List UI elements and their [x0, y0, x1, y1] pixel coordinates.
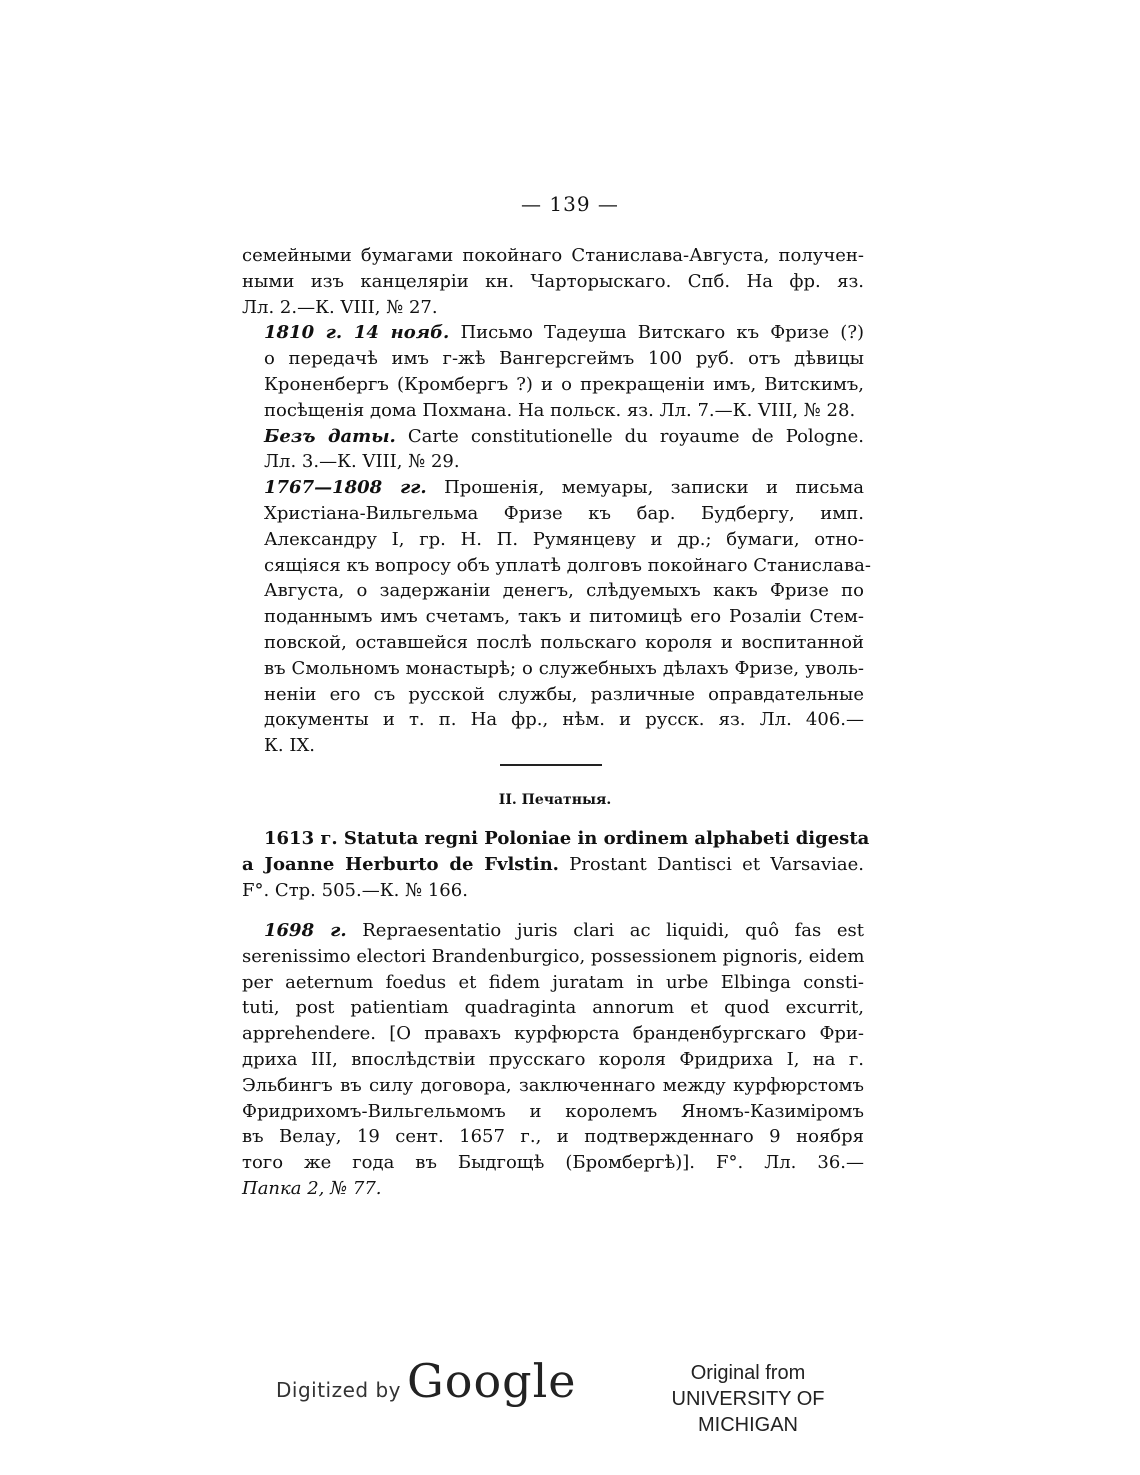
entry-line: неніи его съ русской службы, различные оправдательные	[264, 683, 864, 705]
entry-line: Августа, о задержаніи денегъ, слѣдуемыхъ какъ Фризе по	[264, 580, 864, 602]
entry-date: 1810 г. 14 нояб.	[264, 322, 450, 344]
entry-line: ными изъ канцеляріи кн. Чарторыскаго. Спб. На фр. яз.	[242, 270, 864, 292]
entry-line: Кроненбергъ (Кромбергъ ?) и о прекращеніи имъ, Витскимъ,	[264, 373, 864, 395]
entry-title-line: 1613 г. Statuta regni Poloniae in ordinem alphabeti digesta	[264, 828, 870, 849]
entry-line: per aeternum foedus et fidem juratam in urbe Elbinga consti-	[242, 971, 864, 993]
entry-first-line	[242, 320, 864, 346]
entry-line: Carte constitutionelle du royaume de Pologne.	[395, 425, 865, 447]
entry-line: Христіана-Вильгельма Фризе къ бар. Будбергу, имп.	[264, 502, 864, 524]
entry-first-line	[242, 424, 864, 450]
entry-line: F°. Стр. 505.—К. № 166.	[242, 879, 468, 901]
entry-no-date	[242, 424, 864, 476]
entry-line: apprehendere. [О правахъ курфюрста бранденбургскаго Фри-	[242, 1023, 864, 1045]
entry-line: tuti, post patientiam quadraginta annorum et quod excurrit,	[242, 997, 864, 1019]
entry-line: Фридрихомъ-Вильгельмомъ и королемъ Яномъ-Казиміромъ	[242, 1100, 864, 1122]
entry-1613	[242, 826, 870, 903]
entry-line: сящіяся къ вопросу объ уплатѣ долговъ покойнаго Станислава-	[264, 554, 871, 576]
entry-line: Эльбингъ въ силу договора, заключеннаго между курфюрстомъ	[242, 1074, 864, 1096]
page-number: — 139 —	[521, 192, 619, 216]
entry-1810	[242, 320, 864, 423]
section-divider	[500, 764, 602, 766]
entry-line: семейными бумагами покойнаго Станислава-Августа, получен-	[242, 245, 864, 266]
entry-continuation	[242, 243, 864, 320]
digitized-label: Digitized by	[276, 1378, 401, 1402]
entry-line: Лл. 2.—К. VIII, № 27.	[242, 296, 438, 318]
entry-line: о передачѣ имъ г-жѣ Вангерсгеймъ 100 руб. отъ дѣвицы	[264, 348, 864, 370]
entry-first-line	[242, 475, 864, 501]
entry-line: документы и т. п. На фр., нѣм. и русск. яз. Лл. 406.—	[264, 709, 864, 731]
entry-line: въ Велау, 19 сент. 1657 г., и подтвержденнаго 9 ноября	[242, 1126, 864, 1148]
entry-line: Папка 2, № 77.	[242, 1177, 382, 1199]
printed-entries-continued	[242, 918, 864, 1202]
digitized-by-google-watermark	[276, 1354, 577, 1408]
entry-line: дриха III, впослѣдствіи прусскаго короля Фридриха I, на г.	[242, 1048, 864, 1070]
entry-line: Александру I, гр. Н. П. Румянцеву и др.; бумаги, отно-	[264, 528, 864, 550]
entry-date: 1767—1808 гг.	[264, 477, 427, 499]
entry-line: К. IX.	[264, 735, 316, 757]
google-logo: Google	[407, 1354, 577, 1408]
entry-date: Безъ даты.	[264, 425, 396, 447]
original-from-label: Original from	[690, 1362, 806, 1384]
entry-line: Прошенія, мемуары, записки и письма	[426, 477, 865, 499]
entry-line: Лл. 3.—К. VIII, № 29.	[264, 451, 460, 473]
entry-date: 1698 г.	[264, 920, 347, 941]
entry-line: Prostant Dantisci et Varsaviae.	[558, 853, 865, 875]
entry-first-line	[242, 918, 864, 944]
entry-line: въ Смольномъ монастырѣ; о служебныхъ дѣлахъ Фризе, уволь-	[264, 657, 864, 679]
university-label: UNIVERSITY OF MICHIGAN	[671, 1388, 825, 1436]
entry-second-line	[242, 852, 864, 878]
entry-line: того же года въ Быдгощѣ (Бромбергѣ)]. F°. Лл. 36.—	[242, 1152, 864, 1174]
printed-entries	[242, 826, 870, 903]
entry-line: Письмо Тадеуша Витскаго къ Фризе (?)	[449, 322, 864, 344]
section-heading: II. Печатныя.	[498, 792, 612, 808]
entry-line: поданнымъ имъ счетамъ, такъ и питомицѣ его Розаліи Стем-	[264, 606, 864, 628]
entry-line: Repraesentatio juris clari ac liquidi, quô fas est	[346, 920, 864, 941]
entry-line: повской, оставшейся послѣ польскаго короля и воспитанной	[264, 631, 864, 653]
entry-line: посѣщенія дома Похмана. На польск. яз. Лл. 7.—К. VIII, № 28.	[264, 399, 856, 421]
entry-title-line: a Joanne Herburto de Fvlstin.	[242, 853, 559, 875]
archival-entries	[242, 243, 871, 759]
entry-line: serenissimo electori Brandenburgico, possessionem pignoris, eidem	[242, 945, 865, 967]
entry-1767-1808	[242, 475, 871, 759]
original-source-note	[620, 1360, 876, 1438]
entry-1698	[242, 918, 864, 1202]
